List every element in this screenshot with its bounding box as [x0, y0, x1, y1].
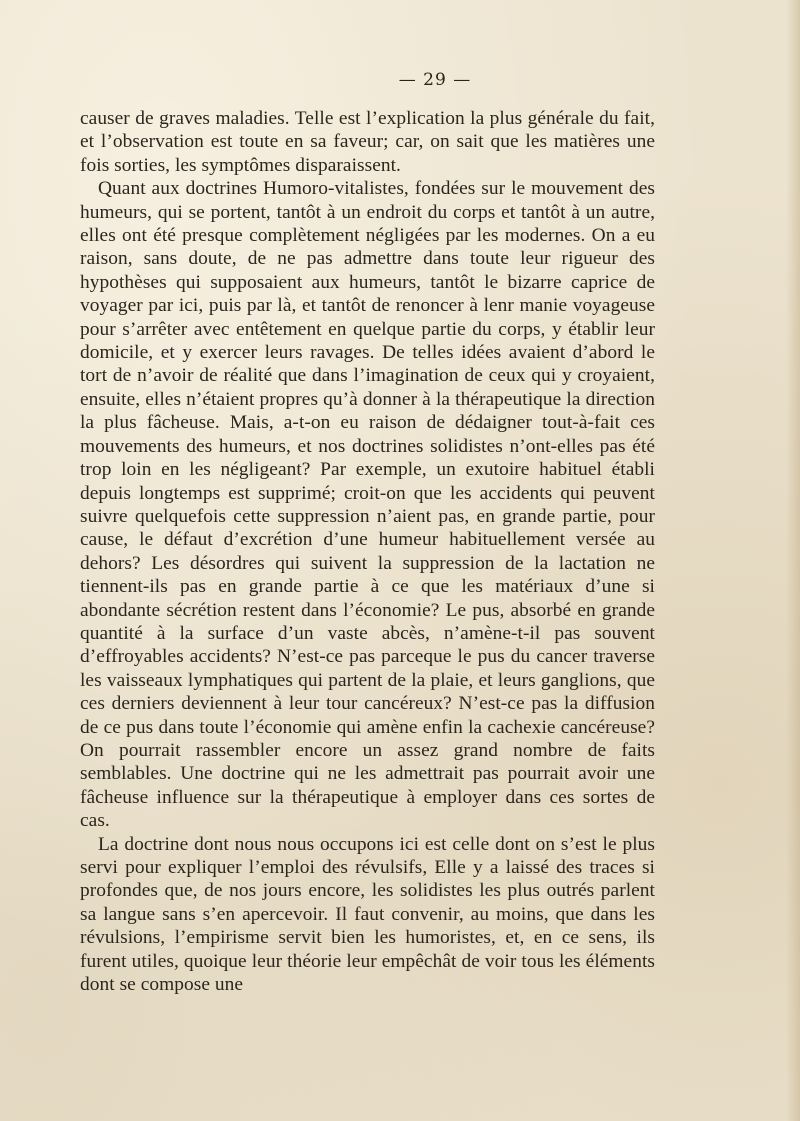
paragraph-2: Quant aux doctrines Humoro-vitalistes, fondées sur le mouvement des humeurs, qui se portent, tantôt à un endroit du corps et tantôt à un autre, elles ont été presque complètement négligées par les modernes. On a eu raison, sans doute, de ne pas admettre dans toute leur rigueur des hypothèses qui supposaient aux humeurs, tantôt le bizarre caprice de voyager par ici, puis par là, et tantôt de renoncer à lenr manie voyageuse pour s’arrêter avec entêtement en quelque partie du corps, y établir leur domicile, et y exercer leurs ravages. De telles idées avaient d’abord le tort de n’avoir de réalité que dans l’imagination de ceux qui y croyaient, ensuite, elles n’étaient propres qu’à donner à la thérapeutique la direction la plus fâcheuse. Mais, a-t-on eu raison de dédaigner tout-à-fait ces mouvements des humeurs, et nos doctrines solidistes n’ont-elles pas été trop loin en les négligeant? Par exemple, un exutoire habituel établi depuis longtemps est supprimé; croit-on que les accidents qui peuvent suivre quelquefois cette suppression n’aient pas, en grande partie, pour cause, le défaut d’excrétion d’une humeur habituellement versée au dehors? Les désordres qui suivent la suppression de la lactation ne tiennent-ils pas en grande partie à ce que les matériaux d’une si abondante sécrétion restent dans l’économie? Le pus, absorbé en grande quantité à la surface d’un vaste abcès, n’amène-t-il pas souvent d’effroyables accidents? N’est-ce pas parceque le pus du cancer traverse les vaisseaux lymphatiques qui partent de la plaie, et leurs ganglions, que ces derniers deviennent à leur tour cancéreux? N’est-ce pas la diffusion de ce pus dans toute l’économie qui amène enfin la cachexie cancéreuse? On pourrait rassembler encore un assez grand nombre de faits semblables. Une doctrine qui ne les admettrait pas pourrait avoir une fâcheuse influence sur la thérapeutique à employer dans ces sortes de cas.: [80, 178, 655, 832]
paragraph-3: La doctrine dont nous nous occupons ici est celle dont on s’est le plus servi pour expliquer l’emploi des révulsifs, Elle y a laissé des traces si profondes que, de nos jours encore, les solidistes les plus outrés parlent sa langue sans s’en apercevoir. Il faut convenir, au moins, que dans les révulsions, l’empirisme servit bien les humoristes, et, en ce sens, ils furent utiles, quoique leur théorie leur empêchât de voir tous les éléments dont se compose une: [80, 833, 655, 996]
paragraph-1: causer de graves maladies. Telle est l’explication la plus générale du fait, et l’observation est toute en sa faveur; car, on sait que les matières une fois sorties, les symptômes disparaissent.: [80, 108, 655, 176]
body-text: [80, 107, 655, 996]
page-number: — 29 —: [398, 70, 472, 90]
page-edge-shadow: [786, 0, 800, 1121]
